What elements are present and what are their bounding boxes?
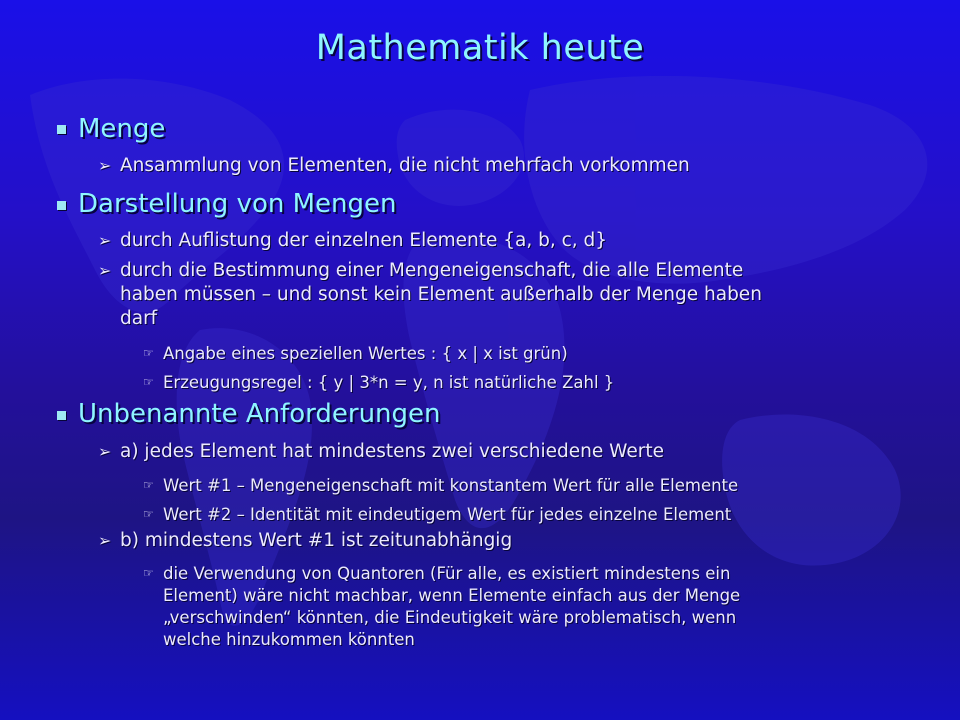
sub-list-item: Erzeugungsregel : { y | 3*n = y, n ist natürliche Zahl }: [163, 373, 615, 392]
arrow-bullet-icon: ➢: [98, 261, 112, 280]
list-item-text-line-1: durch die Bestimmung einer Mengeneigenschaft, die alle Elemente: [120, 260, 744, 281]
section-heading-darstellung: Darstellung von Mengen: [78, 189, 397, 219]
list-item-text: a) jedes Element hat mindestens zwei verschiedene Werte: [120, 441, 664, 462]
pointing-hand-bullet-icon: ☞: [143, 478, 154, 492]
section-heading-menge: Menge: [78, 114, 166, 144]
pointing-hand-bullet-icon: ☞: [143, 346, 154, 360]
sub-list-item: Wert #1 – Mengeneigenschaft mit konstantem Wert für alle Elemente: [163, 476, 739, 495]
section-heading-anforderungen: Unbenannte Anforderungen: [78, 399, 441, 429]
sub-list-item-line-2: Element) wäre nicht machbar, wenn Elemente einfach aus der Menge: [163, 586, 741, 605]
sub-list-item: Angabe eines speziellen Wertes : { x | x ist grün): [163, 344, 568, 363]
list-item-text-line-3: darf: [120, 308, 158, 329]
sub-list-item-line-3: „verschwinden“ könnten, die Eindeutigkeit wäre problematisch, wenn: [163, 608, 737, 627]
square-bullet-icon: [57, 201, 66, 210]
slide-title: Mathematik heute: [315, 28, 645, 68]
square-bullet-icon: [57, 125, 66, 134]
list-item-text-line-2: haben müssen – und sonst kein Element außerhalb der Menge haben: [120, 284, 762, 305]
sub-list-item-line-1: die Verwendung von Quantoren (Für alle, es existiert mindestens ein: [163, 564, 731, 583]
list-item-text: durch Auflistung der einzelnen Elemente {a, b, c, d}: [120, 230, 608, 251]
arrow-bullet-icon: ➢: [98, 231, 112, 250]
pointing-hand-bullet-icon: ☞: [143, 507, 154, 521]
arrow-bullet-icon: ➢: [98, 531, 112, 550]
sub-list-item: Wert #2 – Identität mit eindeutigem Wert für jedes einzelne Element: [163, 505, 732, 524]
list-item-text: b) mindestens Wert #1 ist zeitunabhängig: [120, 530, 513, 551]
sub-list-item-line-4: welche hinzukommen könnten: [163, 630, 415, 649]
arrow-bullet-icon: ➢: [98, 156, 112, 175]
pointing-hand-bullet-icon: ☞: [143, 566, 154, 580]
pointing-hand-bullet-icon: ☞: [143, 375, 154, 389]
list-item-text: Ansammlung von Elementen, die nicht mehrfach vorkommen: [120, 155, 690, 176]
arrow-bullet-icon: ➢: [98, 442, 112, 461]
square-bullet-icon: [57, 411, 66, 420]
